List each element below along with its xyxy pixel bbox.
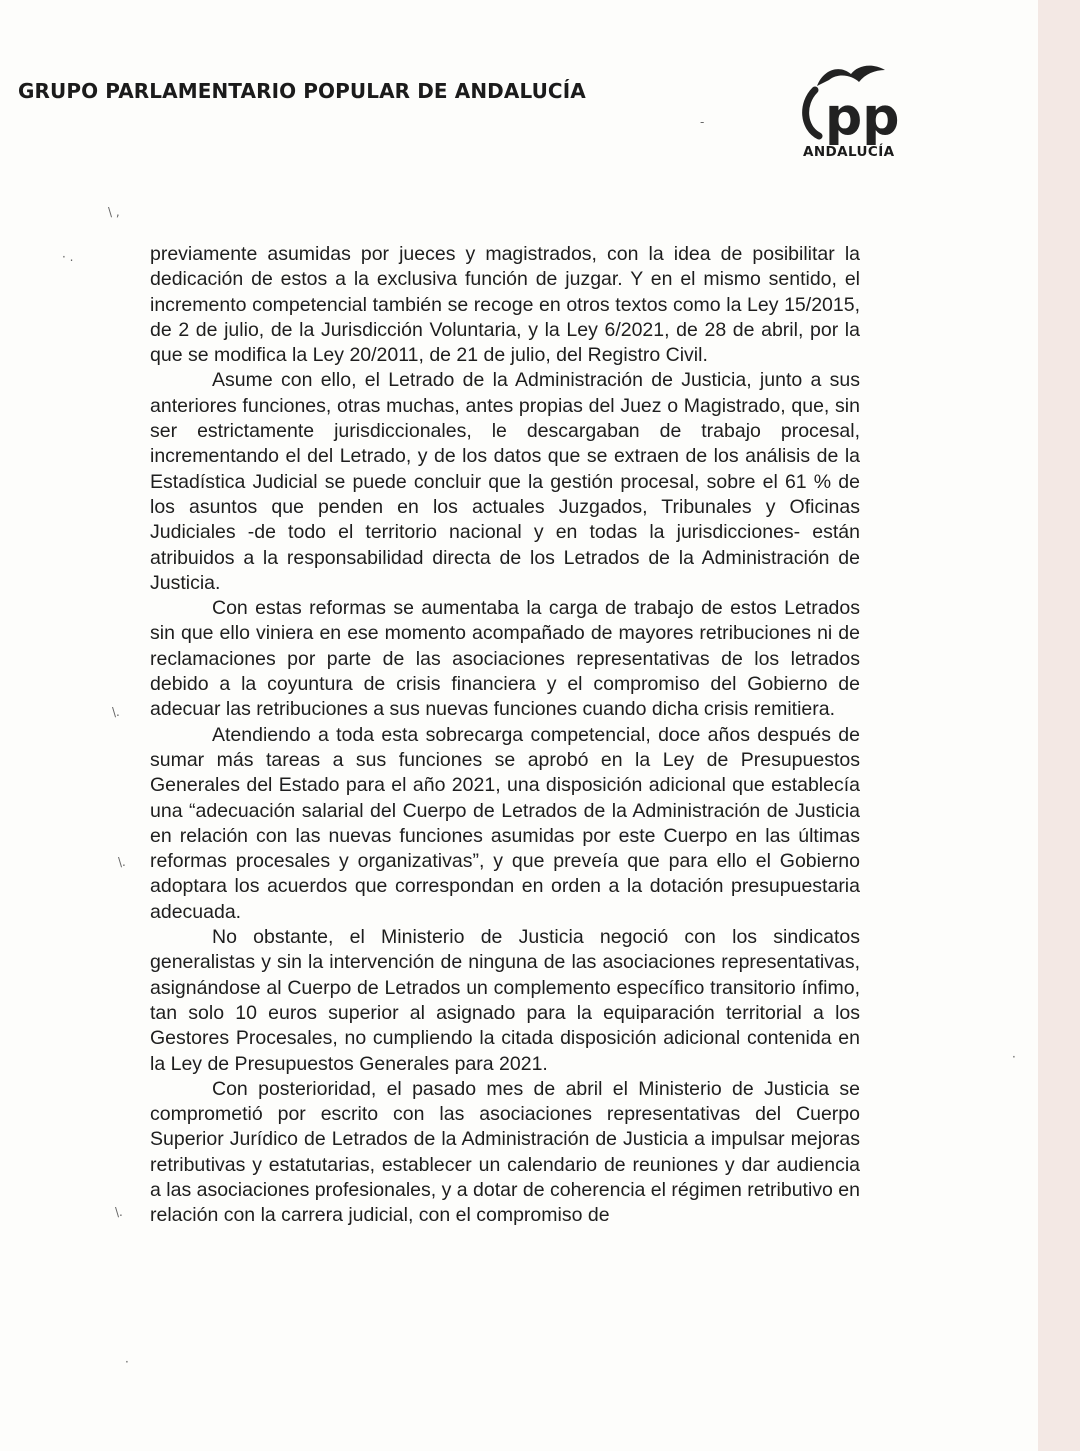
paragraph-3: Con estas reformas se aumentaba la carga de trabajo de estos Letrados sin que ello viniera en ese momento acompañado de mayores retribuciones ni de reclamaciones por parte de las asociaciones representativas de los letrados debido a la coyuntura de crisis financiera y el compromiso del Gobierno de adecuar las retribuciones a sus nuevas funciones cuando dicha crisis remitiera.: [150, 597, 860, 721]
scan-speck: \.: [115, 1205, 123, 1219]
document-body: [150, 242, 860, 1229]
paragraph-5: No obstante, el Ministerio de Justicia negoció con los sindicatos generalistas y sin la intervención de ninguna de las asociaciones representativas, asignándose al Cuerpo de Letrados un complemento específico transitorio ínfimo, tan solo 10 euros superior al asignado para la equiparación territorial a los Gestores Procesales, no cumpliendo la citada disposición adicional contenida en la Ley de Presupuestos Generales para 2021.: [150, 926, 860, 1075]
paragraph-1: previamente asumidas por jueces y magistrados, con la idea de posibilitar la dedicación de estos a la exclusiva función de juzgar. Y en el mismo sentido, el incremento competencial también se recoge en otros textos como la Ley 15/2015, de 2 de julio, de la Jurisdicción Voluntaria, y la Ley 6/2021, de 28 de abril, por la que se modifica la Ley 20/2011, de 21 de julio, del Registro Civil.: [150, 243, 860, 367]
pp-logo-bird-icon: [817, 66, 885, 86]
scan-speck: \ ,: [108, 205, 120, 219]
scan-speck: ·: [125, 1355, 129, 1369]
paragraph-2: Asume con ello, el Letrado de la Administración de Justicia, junto a sus anteriores funciones, otras muchas, antes propias del Juez o Magistrado, que, sin ser estrictamente jurisdiccionales, le descargaban de trabajo procesal, incrementando el del Letrado, y de los datos que se extraen de los análisis de la Estadística Judicial se puede concluir que la gestión procesal, sobre el 61 % de los asuntos que penden en los actuales Juzgados, Tribunales y Oficinas Judiciales -de todo el territorio nacional y en todas la jurisdicciones- están atribuidos a la responsabilidad directa de los Letrados de la Administración de Justicia.: [150, 369, 860, 594]
paragraph-6: Con posterioridad, el pasado mes de abril el Ministerio de Justicia se comprometió por escrito con las asociaciones representativas del Cuerpo Superior Jurídico de Letrados de la Administración de Justicia a impulsar mejoras retributivas y estatutarias, establecer un calendario de reuniones y dar audiencia a las asociaciones profesionales, y a dotar de coherencia el régimen retributivo en relación con la carrera judicial, con el compromiso de: [150, 1077, 860, 1227]
scan-speck: -: [700, 115, 705, 129]
side-margin: [1038, 0, 1080, 1451]
header-title: GRUPO PARLAMENTARIO POPULAR DE ANDALUCÍA: [18, 79, 586, 103]
scan-speck: \.: [112, 705, 120, 719]
scan-speck: \.: [118, 855, 126, 869]
pp-logo-letters: pp: [825, 87, 900, 147]
scan-speck: · .: [62, 250, 74, 264]
paragraph-4: Atendiendo a toda esta sobrecarga competencial, doce años después de sumar más tareas a sus funciones se aprobó en la Ley de Presupuestos Generales del Estado para el año 2021, una disposición adicional que establecía una “adecuación salarial del Cuerpo de Letrados de la Administración de Justicia en relación con las nuevas funciones asumidas por este Cuerpo en las últimas reformas procesales y organizativas”, y que preveía que para ello el Gobierno adoptara los acuerdos que correspondan en orden a la dotación presupuestaria adecuada.: [150, 723, 860, 923]
logo-caption: ANDALUCÍA: [803, 144, 895, 160]
pp-logo-arc-icon: [806, 90, 819, 136]
scan-speck: ·: [1012, 1050, 1016, 1064]
